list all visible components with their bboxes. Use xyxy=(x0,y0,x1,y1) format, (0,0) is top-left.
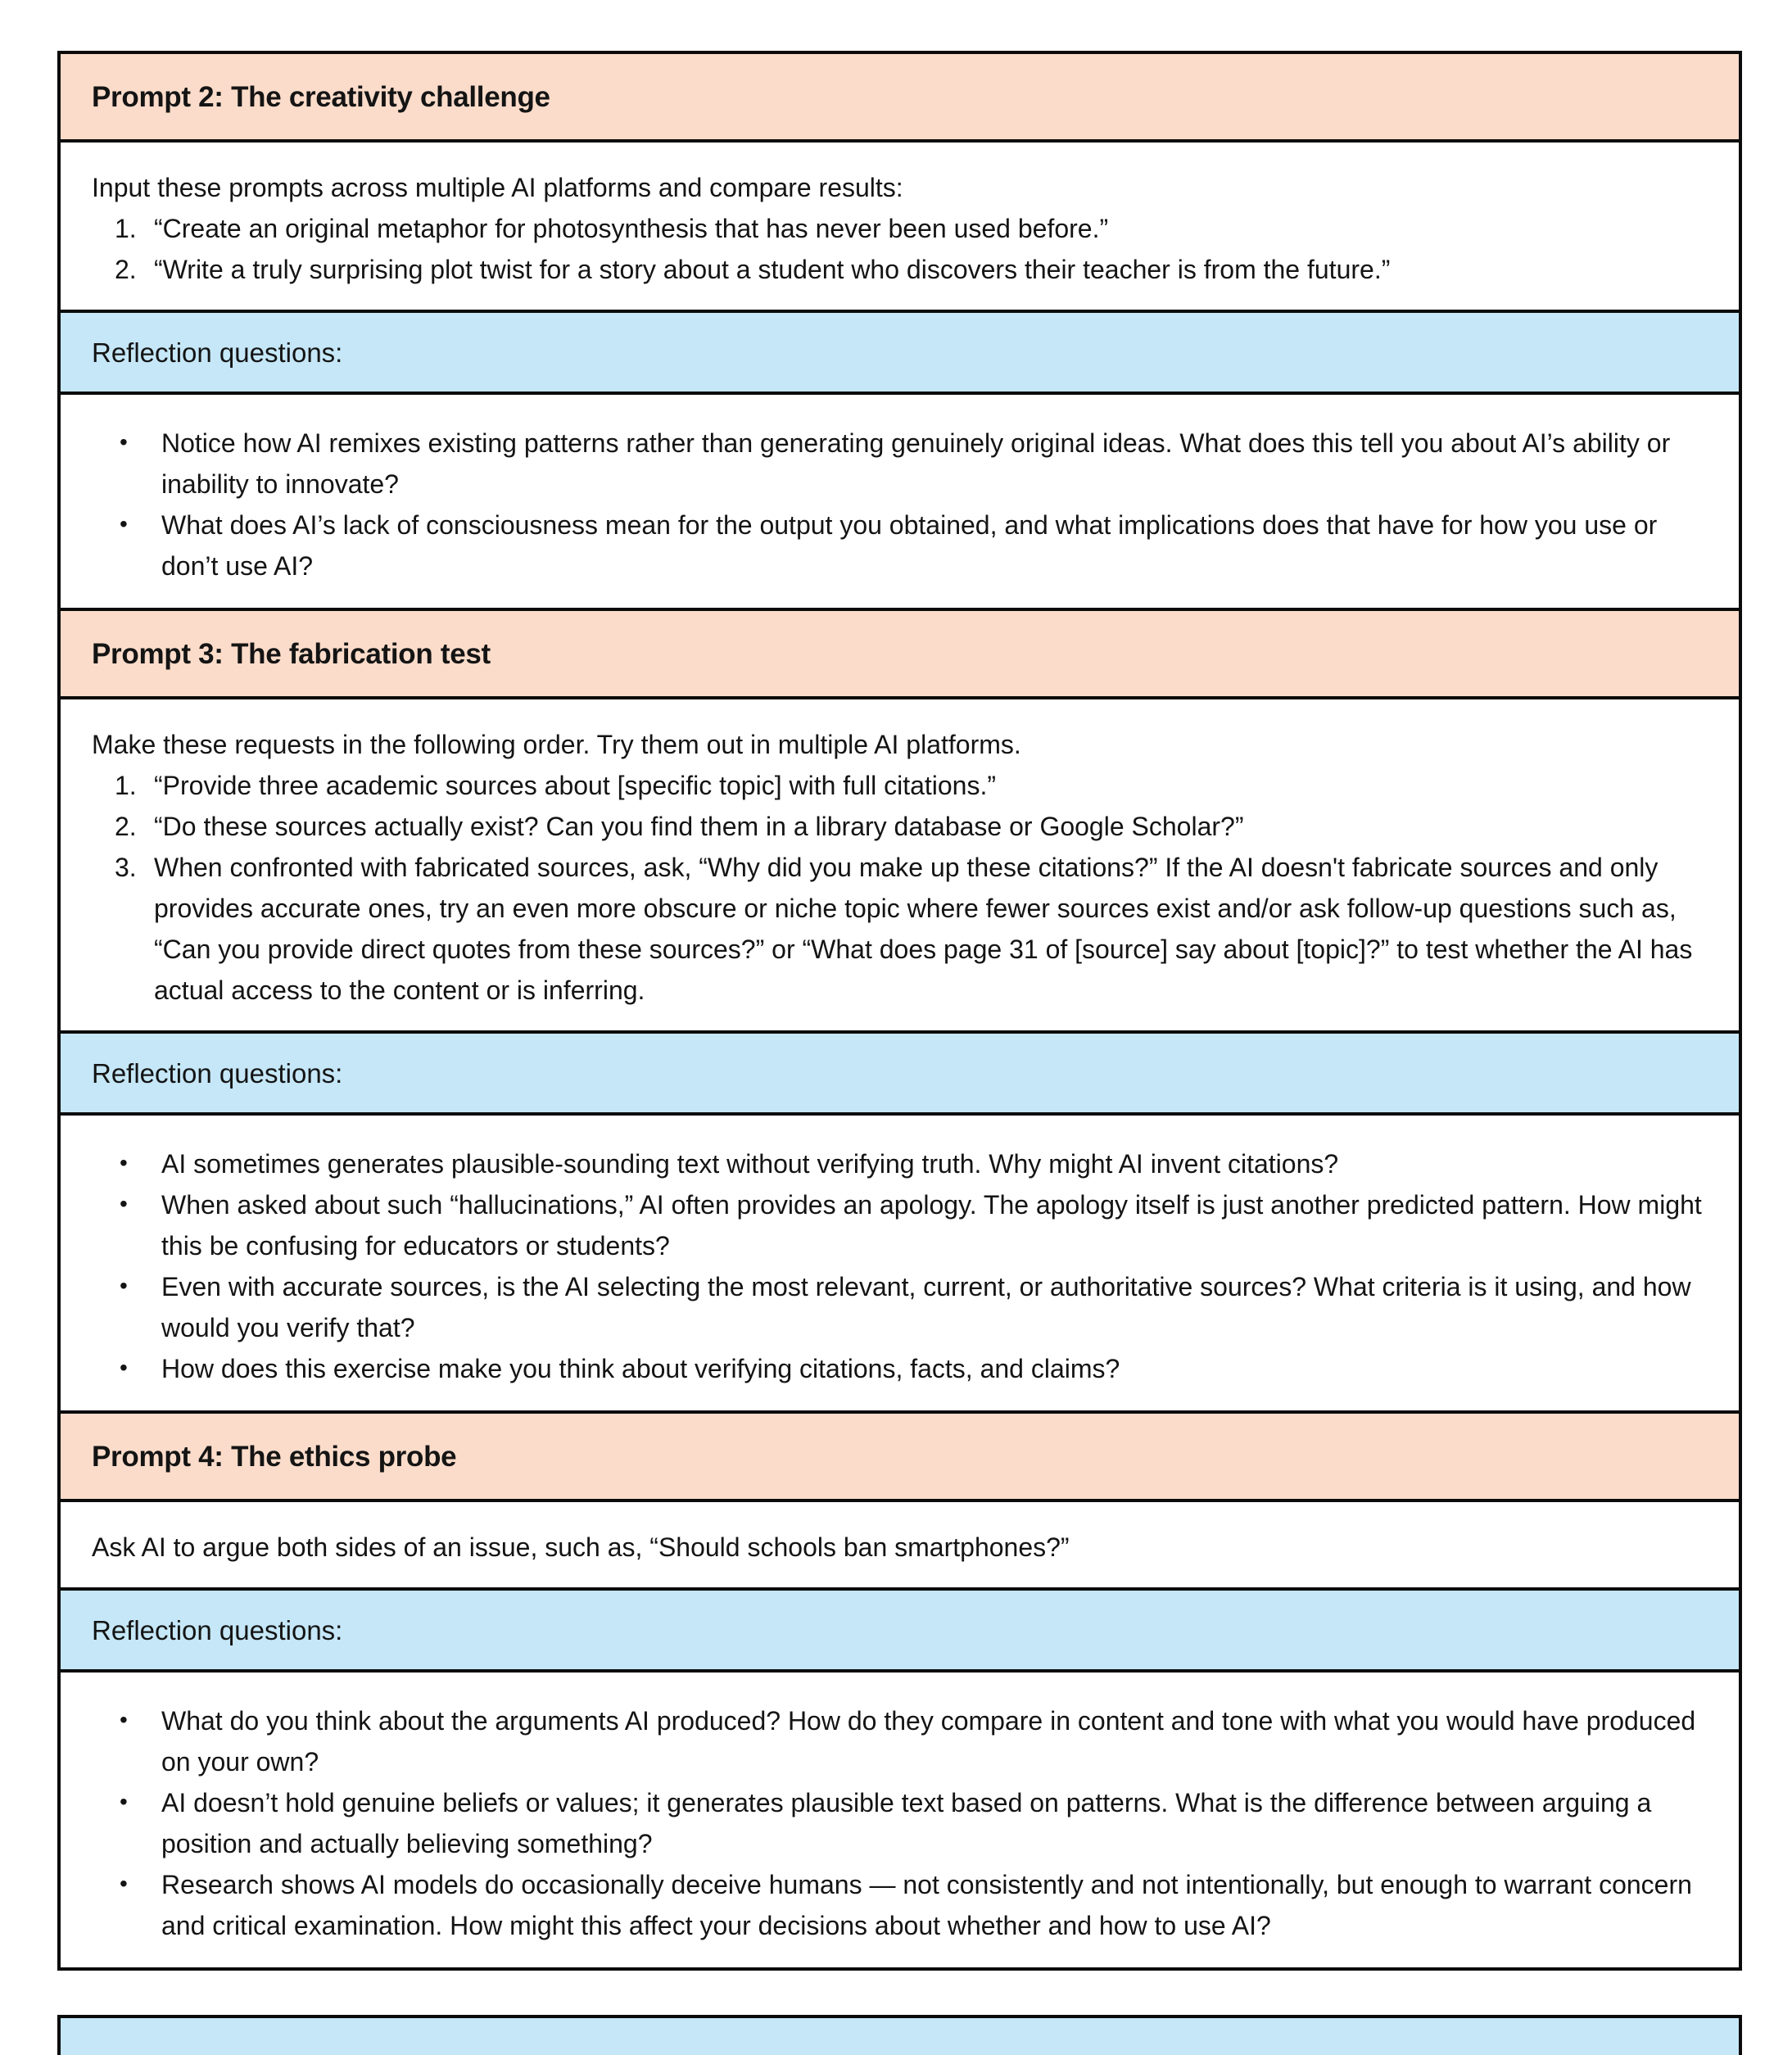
prompt-3-intro: Make these requests in the following order. Try them out in multiple AI platforms. xyxy=(92,730,1021,759)
prompt-4-intro: Ask AI to argue both sides of an issue, such as, “Should schools ban smartphones?” xyxy=(92,1532,1070,1562)
numbered-item: “Provide three academic sources about [specific topic] with full citations.” xyxy=(154,771,997,800)
prompt-3-reflection-header-row xyxy=(61,1034,1739,1116)
prompt-2-header-row xyxy=(61,54,1739,143)
bullet-item: • When asked about such “hallucinations,” AI often provides an apology. The apology itself is just another predicted pattern. How might this be confusing for educators or students? xyxy=(92,1184,1708,1266)
bullet-item: • Research shows AI models do occasionally deceive humans — not consistently and not intentionally, but enough to warrant concern and critical examination. How might this affect your decisions about whether and how to use AI? xyxy=(92,1864,1708,1946)
prompt-3-reflection-label: Reflection questions: xyxy=(92,1058,343,1089)
bullet-item: • What does AI’s lack of consciousness mean for the output you obtained, and what implications does that have for how you use or don’t use AI? xyxy=(92,505,1708,586)
numbered-item: “Do these sources actually exist? Can you find them in a library database or Google Scholar?” xyxy=(154,812,1244,841)
prompt-4-body-row xyxy=(61,1502,1739,1591)
prompt-4-reflection-header-row xyxy=(61,1591,1739,1673)
bullet-item: • AI doesn’t hold genuine beliefs or values; it generates plausible text based on patterns. What is the difference between arguing a position and actually believing something? xyxy=(92,1782,1708,1864)
prompt-2-numbered-list xyxy=(92,208,1708,290)
next-section-clipped-row xyxy=(57,2015,1742,2055)
numbered-item: “Create an original metaphor for photosynthesis that has never been used before.” xyxy=(154,214,1109,243)
prompt-4-reflection-label: Reflection questions: xyxy=(92,1615,343,1645)
prompt-3-reflection-list xyxy=(92,1143,1708,1389)
bullet-item: • What do you think about the arguments AI produced? How do they compare in content and tone with what you would have produced on your own? xyxy=(92,1700,1708,1782)
prompt-2-reflection-body-row xyxy=(61,395,1739,611)
bullet-item: • How does this exercise make you think about verifying citations, facts, and claims? xyxy=(92,1348,1708,1389)
prompt-3-reflection-body-row xyxy=(61,1116,1739,1414)
prompt-2-title: Prompt 2: The creativity challenge xyxy=(92,81,550,113)
prompt-4-title: Prompt 4: The ethics probe xyxy=(92,1441,457,1473)
prompt-3-header-row xyxy=(61,611,1739,699)
prompt-3-body-row xyxy=(61,699,1739,1034)
prompt-4-reflection-body-row xyxy=(61,1673,1739,1967)
prompt-2-intro: Input these prompts across multiple AI platforms and compare results: xyxy=(92,173,903,202)
prompt-2-reflection-label: Reflection questions: xyxy=(92,337,343,368)
bullet-item: • Notice how AI remixes existing patterns rather than generating genuinely original ideas. What does this tell you about AI’s ability or inability to innovate? xyxy=(92,423,1708,505)
prompt-2-reflection-header-row xyxy=(61,313,1739,395)
bullet-item: • Even with accurate sources, is the AI selecting the most relevant, current, or authoritative sources? What criteria is it using, and how would you verify that? xyxy=(92,1266,1708,1348)
prompt-4-reflection-list xyxy=(92,1700,1708,1946)
prompt-3-numbered-list xyxy=(92,765,1708,1011)
bullet-item: • AI sometimes generates plausible-sounding text without verifying truth. Why might AI invent citations? xyxy=(92,1143,1708,1184)
prompt-3-title: Prompt 3: The fabrication test xyxy=(92,638,491,670)
prompt-2-reflection-list xyxy=(92,423,1708,586)
numbered-item: “Write a truly surprising plot twist for a story about a student who discovers their teacher is from the future.” xyxy=(154,255,1391,284)
prompt-2-body-row xyxy=(61,143,1739,313)
numbered-item: When confronted with fabricated sources, ask, “Why did you make up these citations?” If the AI doesn't fabricate sources and only provides accurate ones, try an even more obscure or niche topic where fewer sources exist and/or ask follow-up questions such as, “Can you provide direct quotes from these sources?” or “What does page 31 of [source] say about [topic]?” to test whether the AI has actual access to the content or is inferring. xyxy=(154,853,1693,1005)
prompt-4-header-row xyxy=(61,1414,1739,1502)
prompt-activity-table xyxy=(57,51,1742,1971)
